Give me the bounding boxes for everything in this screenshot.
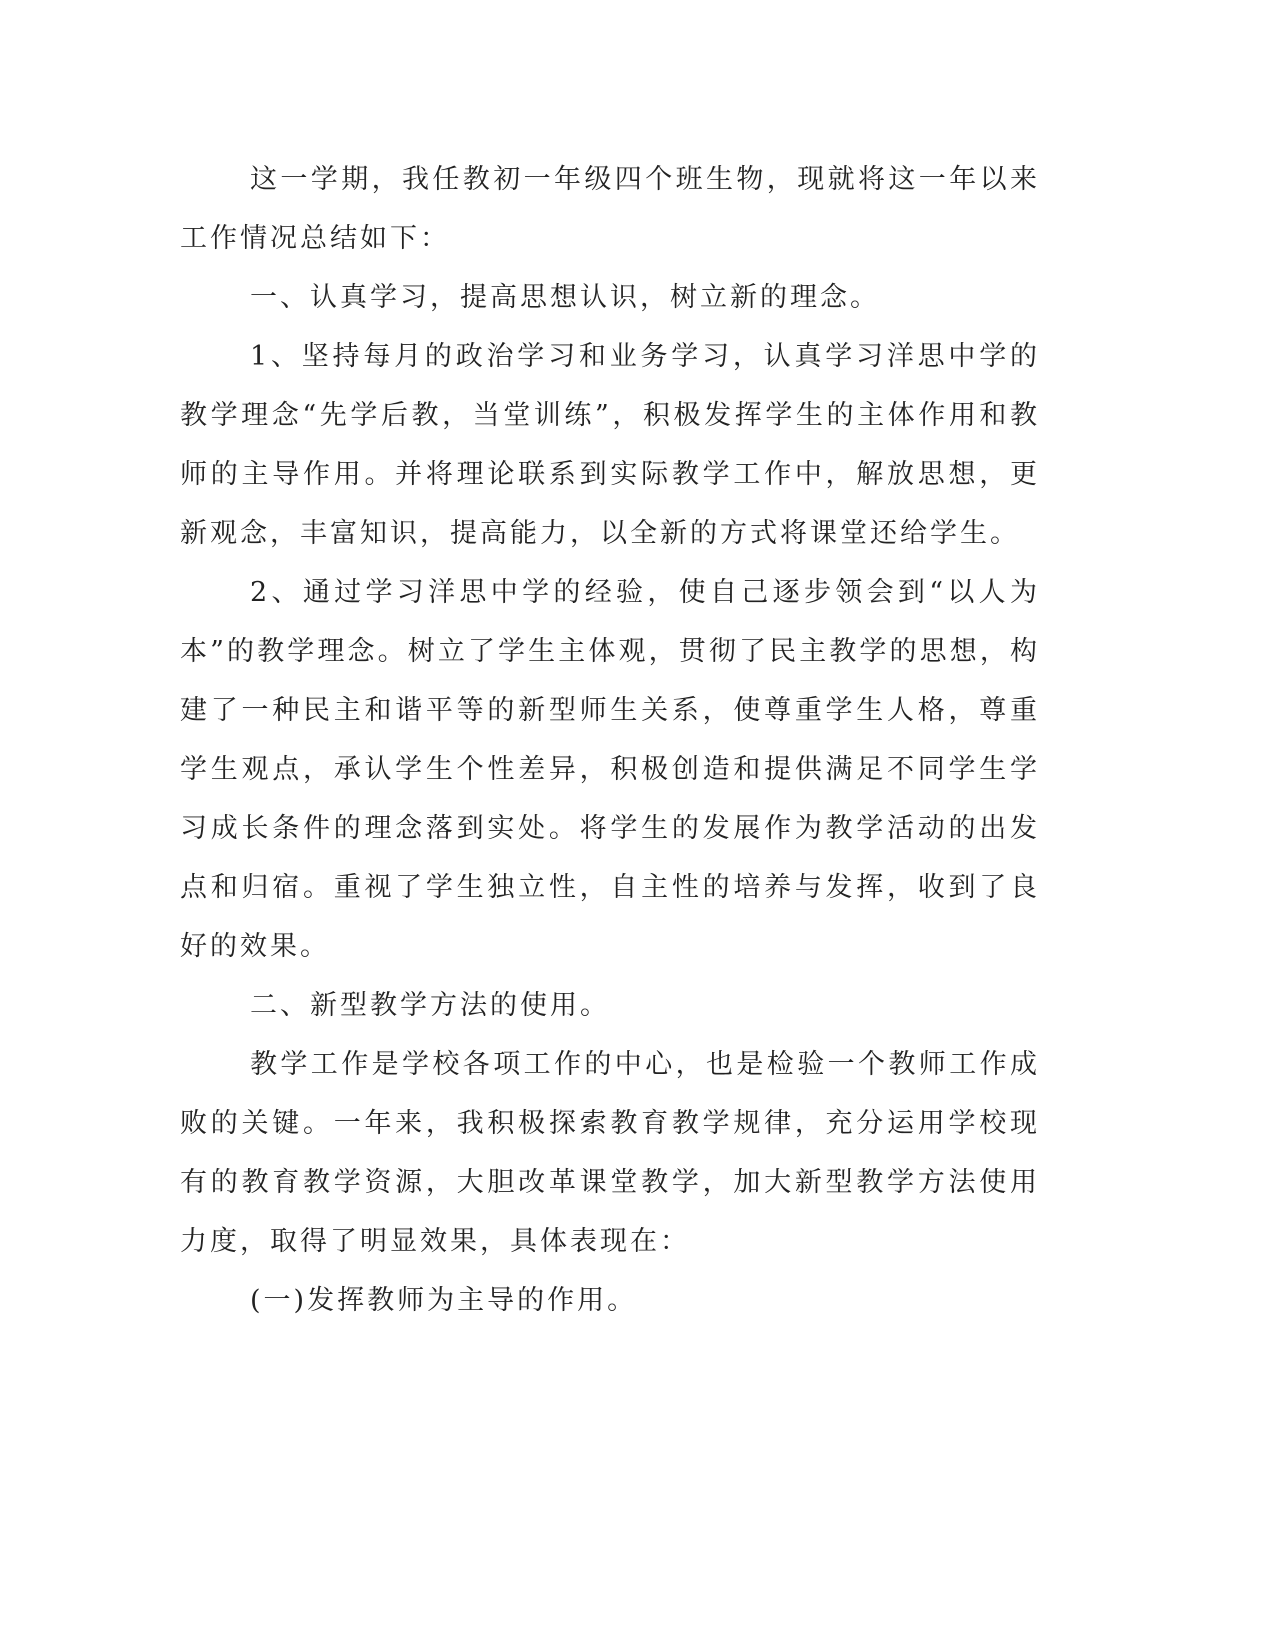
section-heading-2: 二、新型教学方法的使用。 xyxy=(250,990,610,1021)
document-body xyxy=(180,150,1040,1330)
paragraph-item-2: 2、通过学习洋思中学的经验，使自己逐步领会到“以人为本”的教学理念。树立了学生主体观，贯彻了民主教学的思想，构建了一种民主和谐平等的新型师生关系，使尊重学生人格，尊重学生观点，承认学生个性差异，积极创造和提供满足不同学生学习成长条件的理念落到实处。将学生的发展作为教学活动的出发点和归宿。重视了学生独立性，自主性的培养与发挥，收到了良好的效果。 xyxy=(180,577,1040,962)
section-heading-1: 一、认真学习，提高思想认识，树立新的理念。 xyxy=(250,282,880,313)
subsection-heading-1: (一)发挥教师为主导的作用。 xyxy=(250,1285,638,1316)
paragraph-teaching: 教学工作是学校各项工作的中心，也是检验一个教师工作成败的关键。一年来，我积极探索教育教学规律，充分运用学校现有的教育教学资源，大胆改革课堂教学，加大新型教学方法使用力度，取得了明显效果，具体表现在： xyxy=(180,1049,1040,1257)
paragraph-intro: 这一学期，我任教初一年级四个班生物，现就将这一年以来工作情况总结如下： xyxy=(180,164,1040,254)
paragraph-item-1: 1、坚持每月的政治学习和业务学习，认真学习洋思中学的教学理念“先学后教，当堂训练”，积极发挥学生的主体作用和教师的主导作用。并将理论联系到实际教学工作中，解放思想，更新观念，丰富知识，提高能力，以全新的方式将课堂还给学生。 xyxy=(180,341,1040,549)
